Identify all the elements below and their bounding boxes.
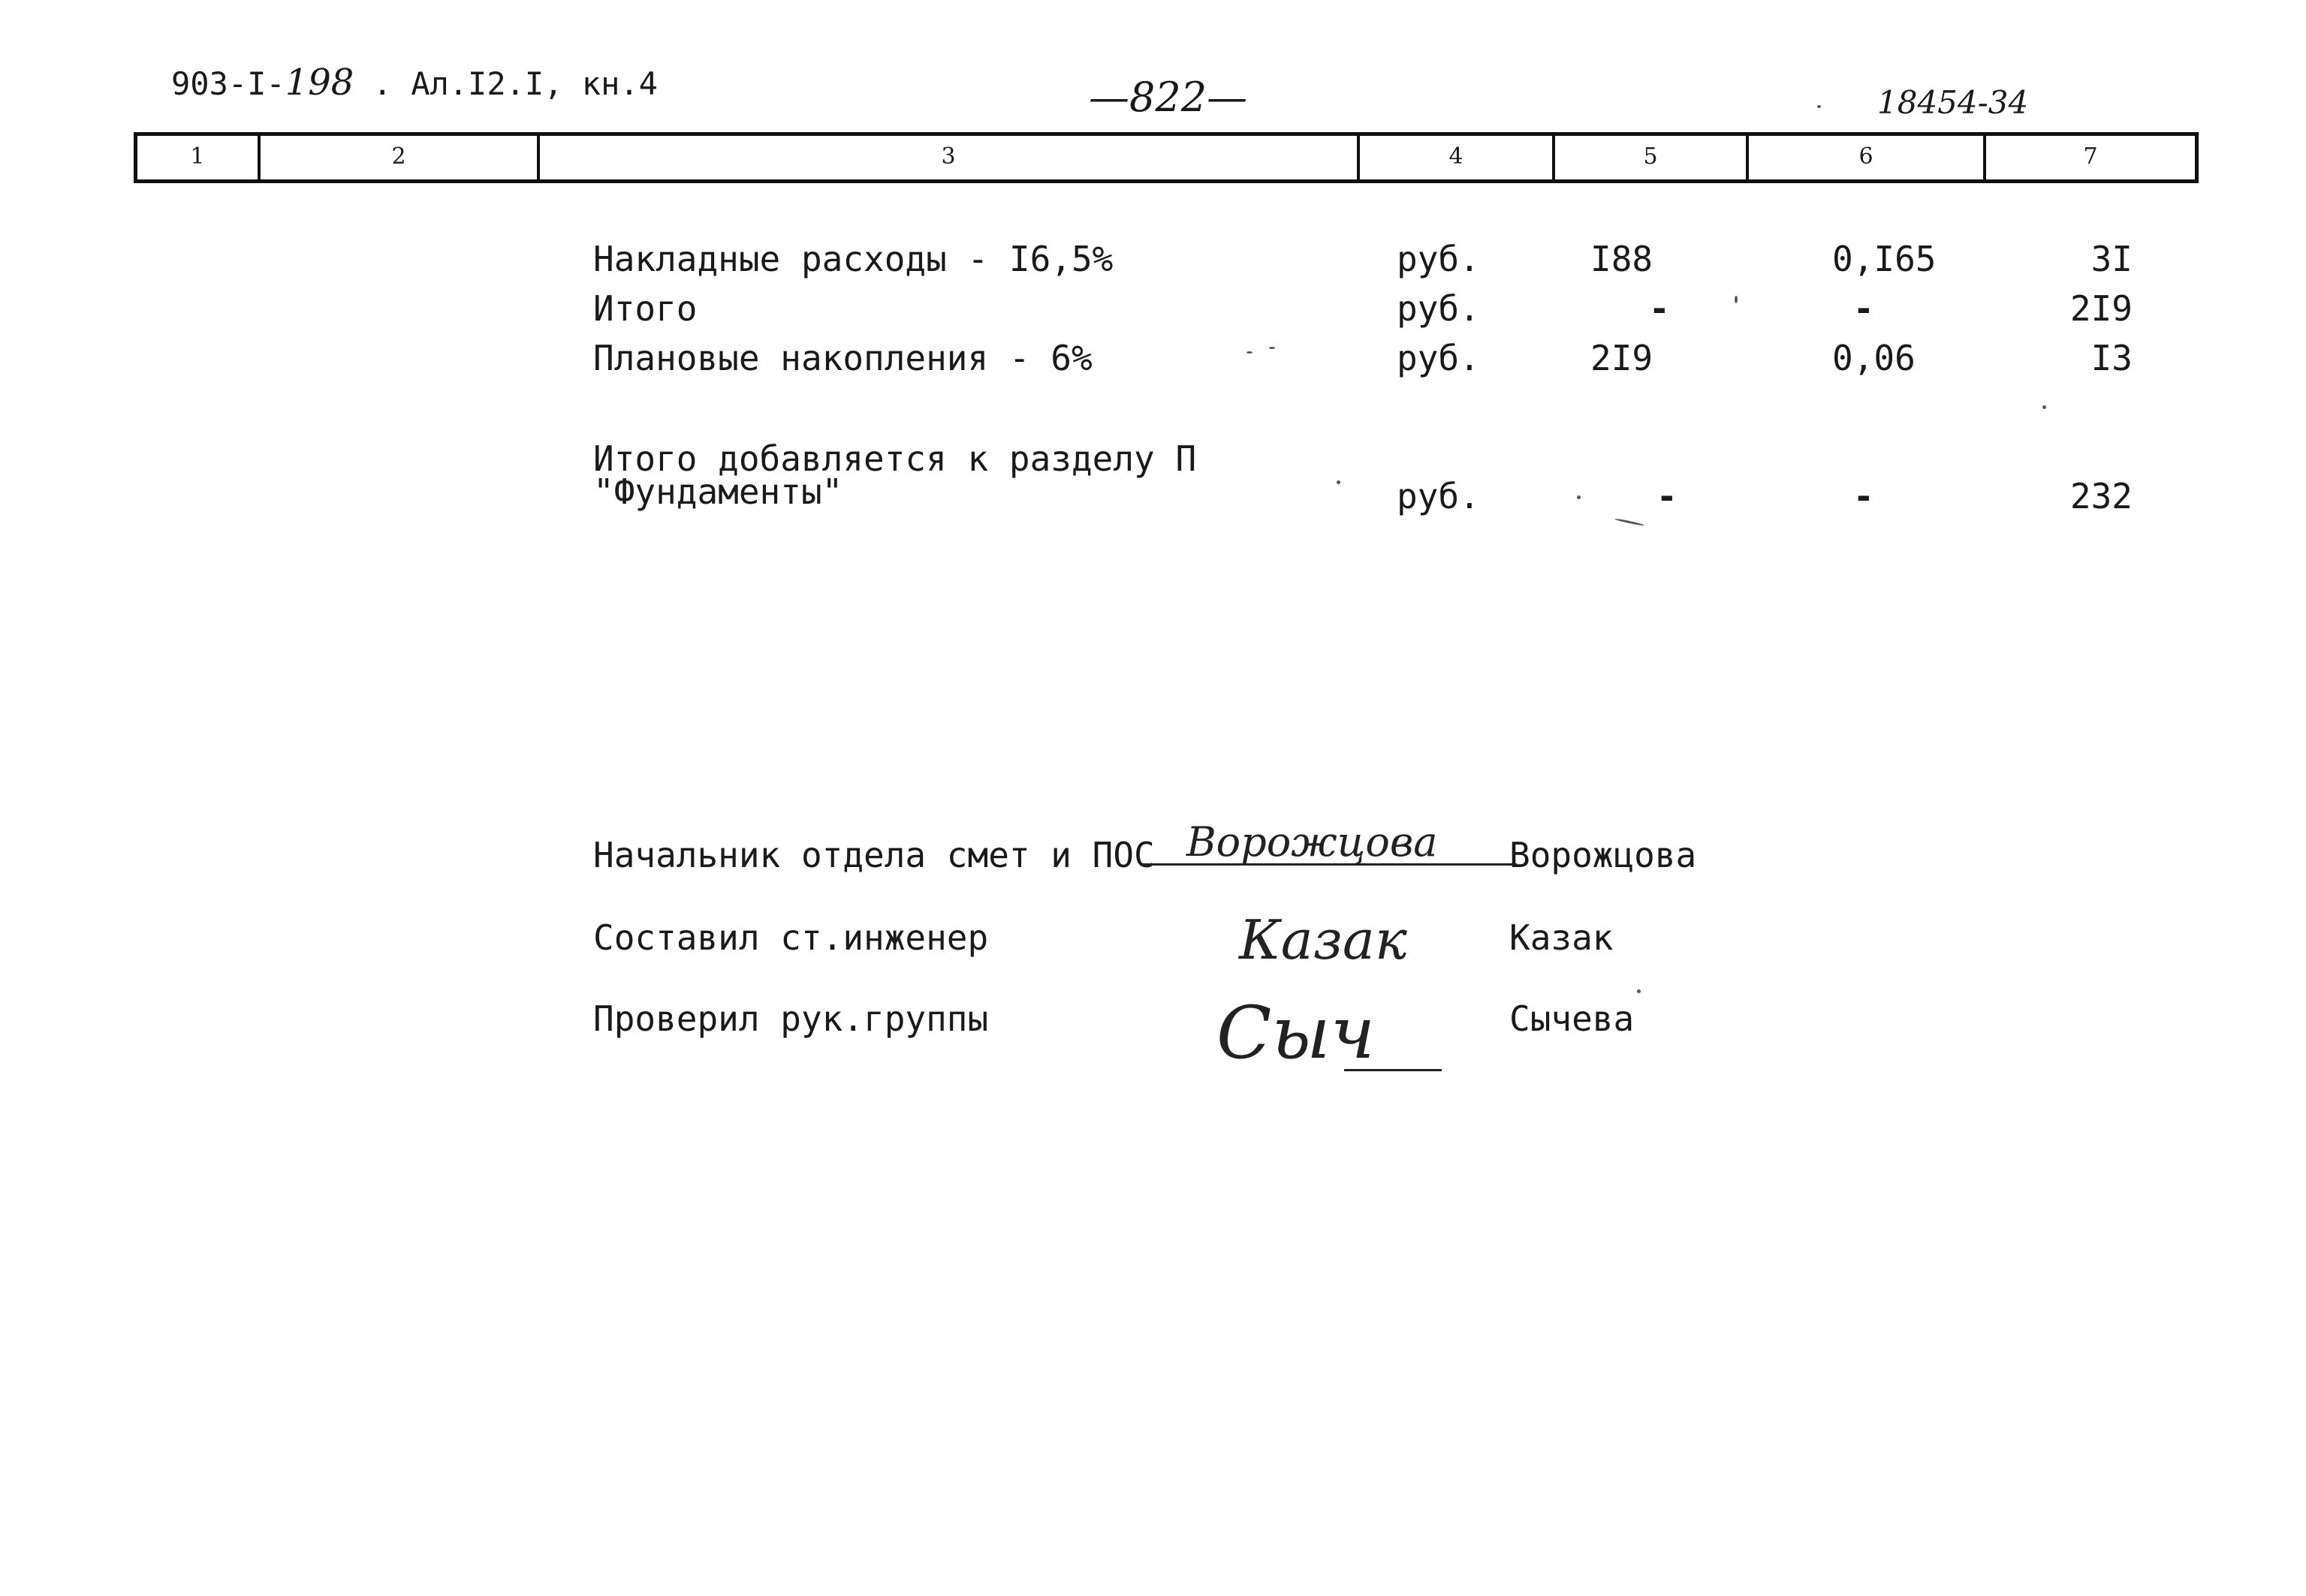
scan-speck	[1269, 347, 1275, 349]
scan-speck	[1577, 495, 1581, 499]
handwritten-signature: Казак	[1239, 908, 1407, 971]
column-header-3: 3	[540, 136, 1360, 179]
row-total: 2I9	[2069, 288, 2133, 329]
signature-name: Сычева	[1509, 998, 1635, 1039]
row-total: 232	[2069, 476, 2133, 516]
column-header-7: 7	[2083, 143, 2098, 170]
row-name: Накладные расходы - I6,5%	[593, 239, 1114, 279]
row-unit: руб.	[1397, 476, 1480, 516]
signature-name: Ворожцова	[1509, 835, 1697, 875]
row-name-line-1: Итого добавляется к разделу П	[593, 438, 1197, 479]
handwritten-signature: Ворожцова	[1186, 818, 1438, 866]
column-header-1: 1	[137, 136, 261, 179]
column-header-6: 6	[1749, 136, 1986, 179]
row-name: Плановые накопления - 6%	[593, 338, 1093, 378]
scan-speck	[1246, 351, 1252, 354]
row-unit: руб.	[1397, 239, 1480, 279]
scan-speck	[1337, 480, 1340, 484]
row-base: 2I9	[1590, 338, 1653, 378]
row-base: I88	[1590, 239, 1653, 279]
row-name: Итого	[593, 288, 698, 329]
row-rate: 0,06	[1832, 338, 1916, 378]
column-header-table	[134, 132, 2199, 183]
row-base: -	[1649, 288, 1670, 329]
scan-speck	[1637, 989, 1641, 993]
document-code	[171, 62, 658, 104]
row-total: I3	[2090, 338, 2133, 378]
signature-underline	[1141, 863, 1517, 866]
signature-underline	[1344, 1069, 1442, 1071]
column-header-5: 5	[1555, 136, 1749, 179]
page-number: —822—	[1089, 74, 1248, 121]
signature-role: Проверил рук.группы	[593, 998, 989, 1039]
column-header-2: 2	[261, 136, 540, 179]
row-rate: -	[1853, 288, 1874, 329]
row-unit: руб.	[1397, 338, 1480, 378]
row-total: 3I	[2090, 239, 2133, 279]
scan-speck	[2042, 405, 2046, 409]
handwritten-signature: Сыч	[1216, 991, 1376, 1075]
row-rate: 0,I65	[1832, 239, 1937, 279]
row-base: -	[1656, 476, 1678, 516]
column-header-4: 4	[1360, 136, 1555, 179]
row-unit: руб.	[1397, 288, 1480, 329]
signature-role: Начальник отдела смет и ПОС	[593, 835, 1155, 875]
scan-speck	[1735, 296, 1738, 303]
signature-role: Составил ст.инженер	[593, 917, 989, 958]
reference-number: 18454-34	[1877, 84, 2029, 121]
row-name-line-2: "Фундаменты"	[593, 471, 843, 512]
scan-speck	[1614, 518, 1644, 526]
document-code-suffix: . Ал.I2.I, кн.4	[354, 65, 658, 102]
document-code-handwritten: 198	[285, 62, 354, 104]
scan-speck	[1817, 105, 1821, 108]
row-rate: -	[1853, 476, 1874, 516]
document-code-prefix: 903-I-	[171, 65, 285, 102]
signature-name: Казак	[1509, 917, 1614, 958]
